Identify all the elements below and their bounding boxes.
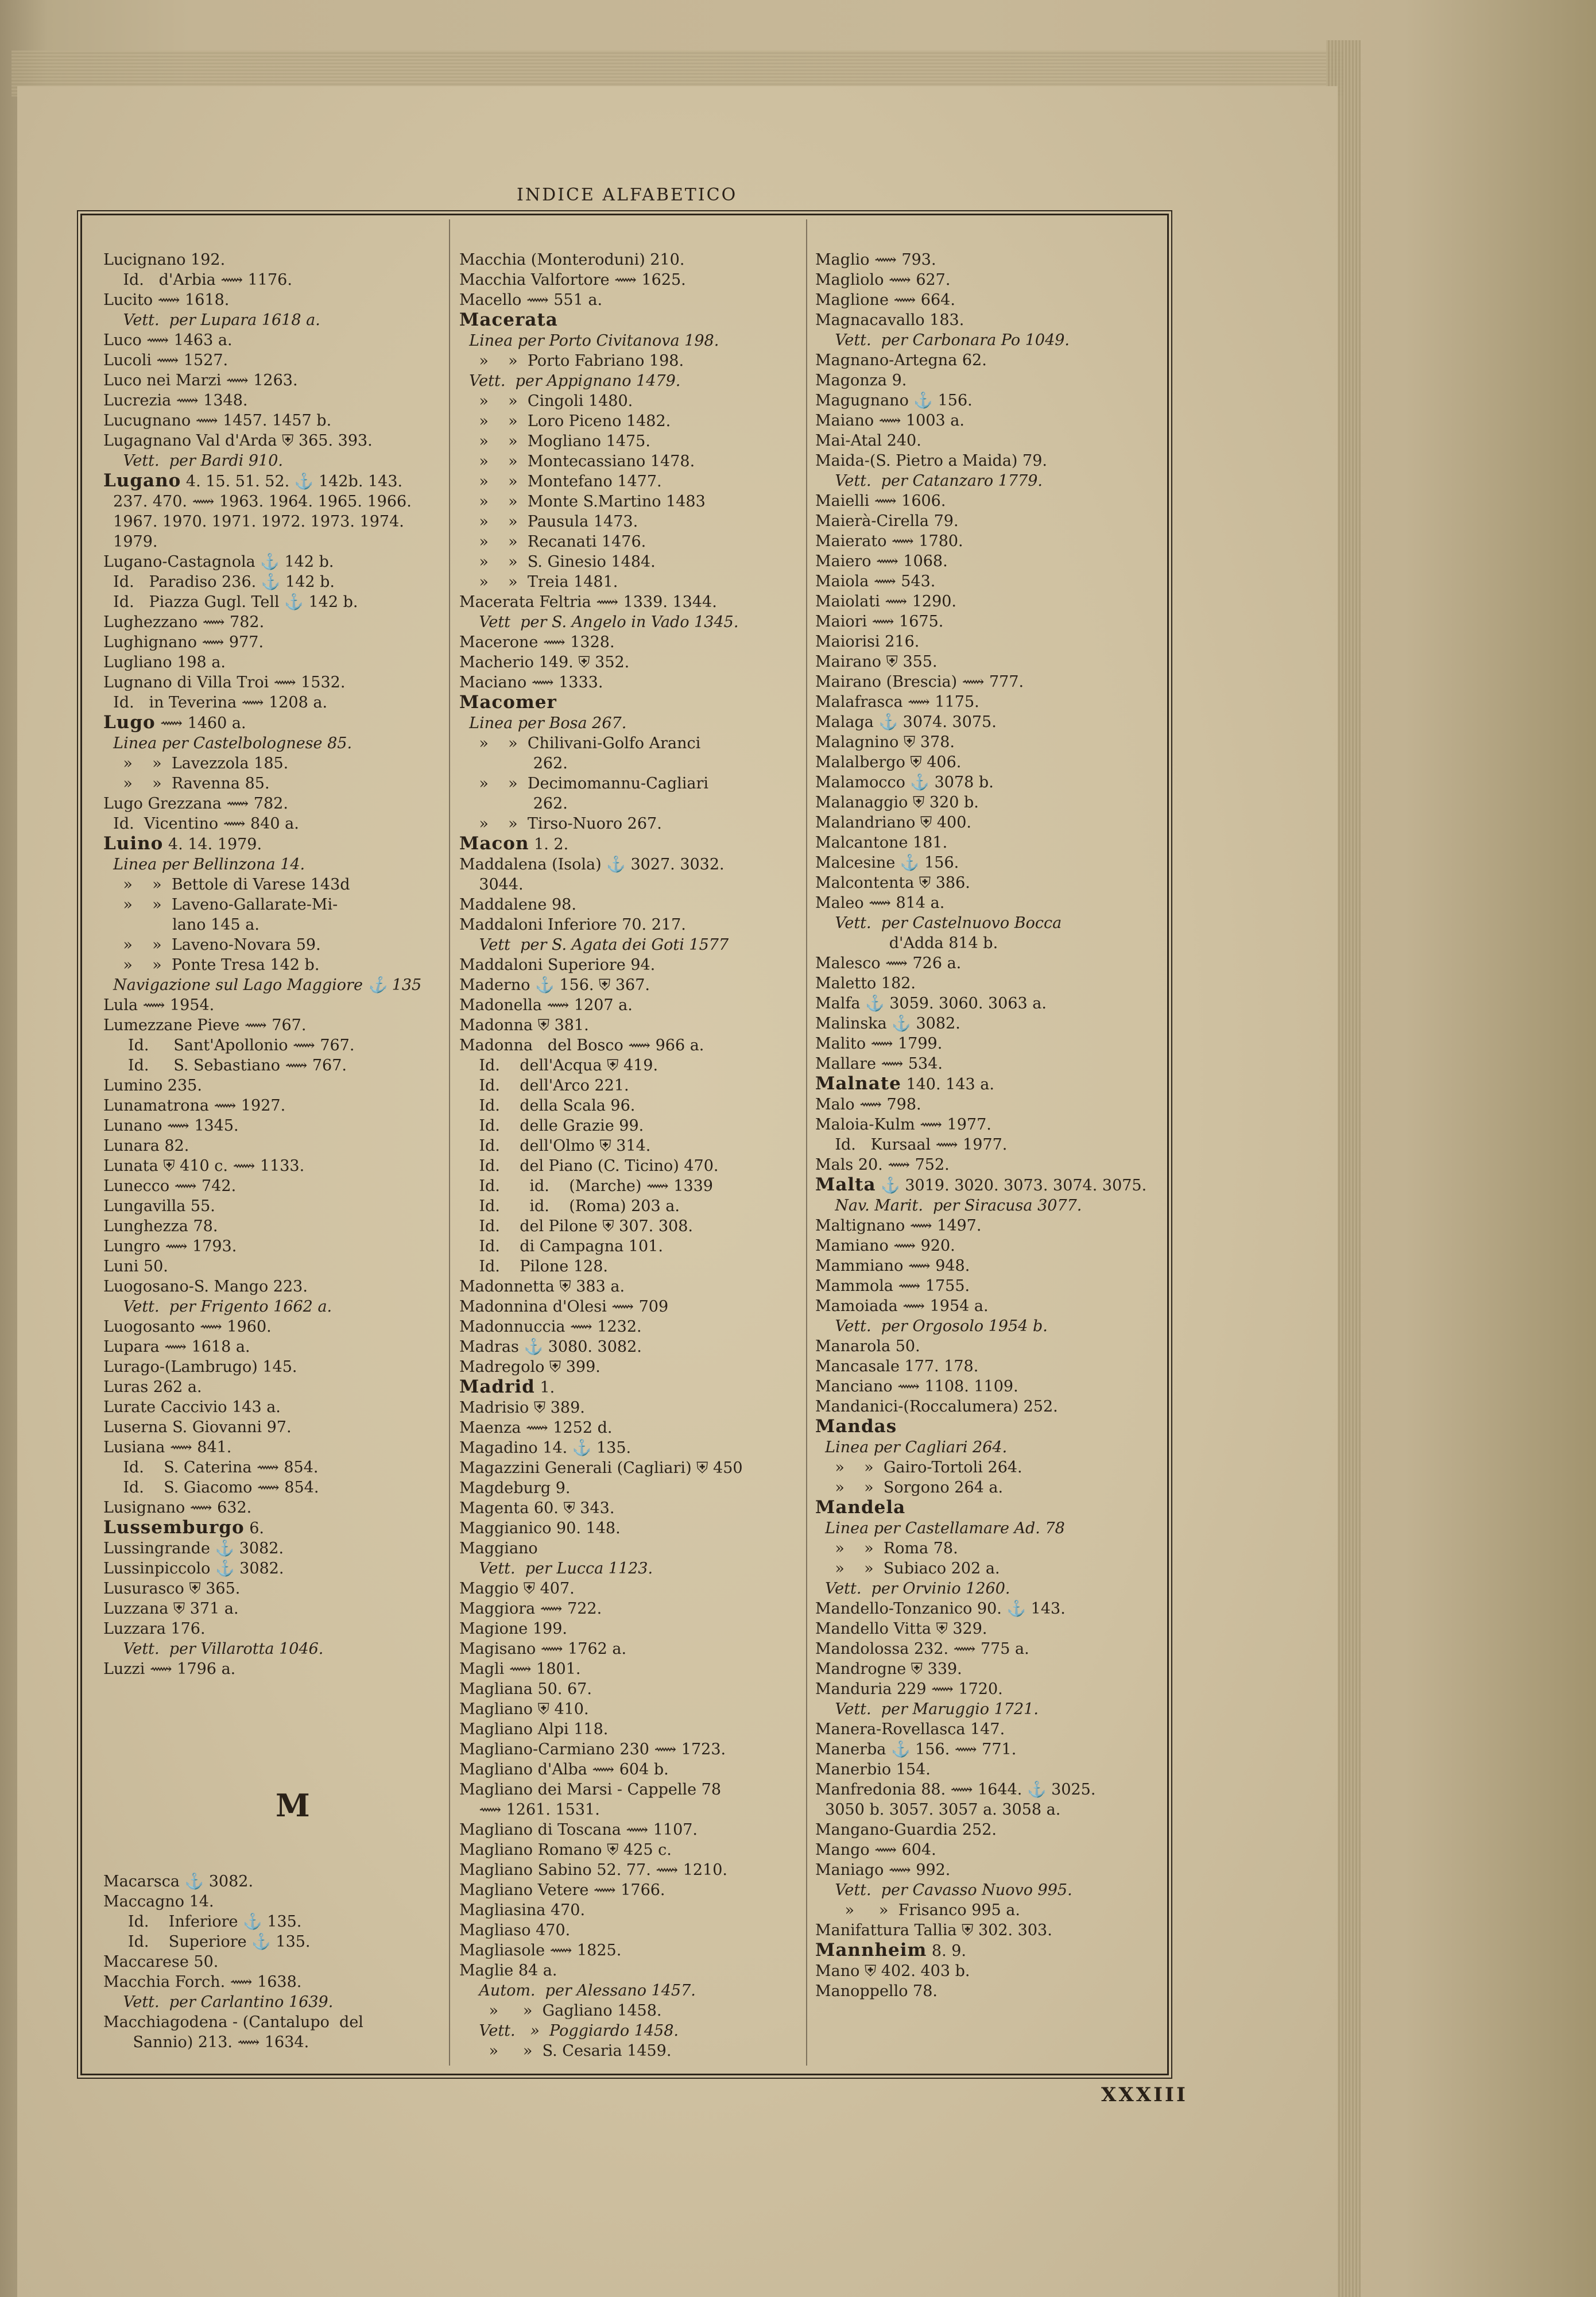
- index-entry: Id. dell'Arco 221.: [459, 1077, 629, 1095]
- index-entry: Malcantone 181.: [815, 834, 948, 852]
- index-entry: Lupara ⟿ 1618 a.: [103, 1338, 250, 1356]
- index-entry: Mallare ⟿ 534.: [815, 1055, 943, 1073]
- index-entry: Magugnano ⚓ 156.: [815, 392, 973, 409]
- index-entry: » » Sorgono 264 a.: [815, 1479, 1004, 1496]
- index-entry: Malo ⟿ 798.: [815, 1096, 921, 1113]
- index-entry: Magliano ⛨ 410.: [459, 1700, 589, 1718]
- index-entry: Magliano di Toscana ⟿ 1107.: [459, 1821, 698, 1839]
- index-entry: Lucoli ⟿ 1527.: [103, 351, 228, 369]
- index-entry: [103, 1699, 445, 1719]
- index-entry: Maleo ⟿ 814 a.: [815, 894, 945, 912]
- index-entry: Malafrasca ⟿ 1175.: [815, 693, 979, 711]
- index-entry: Vett. per Bardi 910.: [103, 452, 283, 470]
- index-entry: Manifattura Tallia ⛨ 302. 303.: [815, 1921, 1052, 1939]
- index-entry: Malamocco ⚓ 3078 b.: [815, 774, 994, 791]
- index-entry: Id. Kursaal ⟿ 1977.: [815, 1136, 1008, 1154]
- index-entry: » » Mogliano 1475.: [459, 432, 650, 450]
- index-entry: Madonnetta ⛨ 383 a.: [459, 1278, 625, 1296]
- index-entry: Id. della Scala 96.: [459, 1097, 636, 1115]
- index-entry: » » Chilivani-Golfo Aranci: [459, 734, 701, 752]
- index-entry: Macomer: [459, 692, 557, 713]
- index-entry: » » Decimomannu-Cagliari: [459, 775, 709, 792]
- index-entry: Magdeburg 9.: [459, 1479, 571, 1497]
- index-entry: Lughignano ⟿ 977.: [103, 633, 264, 651]
- index-entry: Lugo Grezzana ⟿ 782.: [103, 795, 288, 813]
- index-entry: » » S. Ginesio 1484.: [459, 553, 656, 571]
- index-entry: Lucugnano ⟿ 1457. 1457 b.: [103, 412, 332, 430]
- index-entry: Magliolo ⟿ 627.: [815, 271, 951, 289]
- index-entry: Lugliano 198 a.: [103, 653, 226, 671]
- index-entry: Magnacavallo 183.: [815, 311, 964, 329]
- index-entry: Manoppello 78.: [815, 1982, 938, 2000]
- index-entry: Linea per Castellamare Ad. 78: [815, 1519, 1065, 1537]
- index-entry: Lungavilla 55.: [103, 1197, 215, 1215]
- index-entry: Id. del Pilone ⛨ 307. 308.: [459, 1217, 693, 1235]
- index-entry: Lunara 82.: [103, 1137, 189, 1155]
- index-entry: ⟿ 1261. 1531.: [459, 1801, 600, 1819]
- index-entry: Id. S. Giacomo ⟿ 854.: [103, 1479, 319, 1496]
- index-column-3: [815, 250, 1165, 2001]
- index-entry: Mamiano ⟿ 920.: [815, 1237, 955, 1255]
- index-entry: 1967. 1970. 1971. 1972. 1973. 1974.: [103, 513, 404, 531]
- index-entry: Luco ⟿ 1463 a.: [103, 331, 233, 349]
- index-entry: [103, 1760, 445, 1780]
- index-entry: » » Subiaco 202 a.: [815, 1560, 1000, 1577]
- index-entry: Lussingrande ⚓ 3082.: [103, 1540, 284, 1557]
- index-entry: » » Loro Piceno 1482.: [459, 412, 671, 430]
- index-entry: Maglio ⟿ 793.: [815, 251, 936, 269]
- index-entry: Macerata Feltria ⟿ 1339. 1344.: [459, 593, 717, 611]
- index-entry: Id. Piazza Gugl. Tell ⚓ 142 b.: [103, 593, 358, 611]
- index-entry: Malcontenta ⛨ 386.: [815, 874, 970, 892]
- index-entry: Luzzana ⛨ 371 a.: [103, 1600, 239, 1618]
- index-entry: Linea per Cagliari 264.: [815, 1438, 1008, 1456]
- index-entry: Lucignano 192.: [103, 251, 226, 269]
- index-entry: Mannheim 8. 9.: [815, 1940, 967, 1960]
- index-entry: Macello ⟿ 551 a.: [459, 291, 603, 309]
- index-entry: Id. Vicentino ⟿ 840 a.: [103, 815, 299, 833]
- index-entry: Mammola ⟿ 1755.: [815, 1277, 970, 1295]
- index-entry: Magliano Alpi 118.: [459, 1720, 609, 1738]
- index-entry: Id. Paradiso 236. ⚓ 142 b.: [103, 573, 335, 591]
- index-entry: Magnano-Artegna 62.: [815, 351, 987, 369]
- index-entry: Manfredonia 88. ⟿ 1644. ⚓ 3025.: [815, 1781, 1096, 1799]
- index-entry: Vett. per Orgosolo 1954 b.: [815, 1317, 1048, 1335]
- index-entry: Malfa ⚓ 3059. 3060. 3063 a.: [815, 995, 1047, 1012]
- index-entry: Maggiano: [459, 1540, 538, 1557]
- index-entry: Lunamatrona ⟿ 1927.: [103, 1097, 286, 1115]
- index-entry: d'Adda 814 b.: [815, 934, 998, 952]
- index-entry: Mammiano ⟿ 948.: [815, 1257, 970, 1275]
- index-entry: Macchia (Monteroduni) 210.: [459, 251, 685, 269]
- index-entry: Magliano Vetere ⟿ 1766.: [459, 1881, 665, 1899]
- index-entry: » » Gairo-Tortoli 264.: [815, 1459, 1022, 1476]
- index-entry: Lusiana ⟿ 841.: [103, 1438, 232, 1456]
- index-entry: Navigazione sul Lago Maggiore ⚓ 135: [103, 976, 422, 994]
- index-entry: Id. d'Arbia ⟿ 1176.: [103, 271, 292, 289]
- index-entry: Madonnina d'Olesi ⟿ 709: [459, 1298, 669, 1316]
- index-entry: Malito ⟿ 1799.: [815, 1035, 943, 1053]
- index-entry: Mango ⟿ 604.: [815, 1841, 936, 1859]
- index-entry: Lughezzano ⟿ 782.: [103, 613, 265, 631]
- index-entry: » » Recanati 1476.: [459, 533, 646, 551]
- index-entry: Maletto 182.: [815, 975, 916, 992]
- index-entry: Lunghezza 78.: [103, 1217, 218, 1235]
- index-entry: Maniago ⟿ 992.: [815, 1861, 951, 1879]
- index-entry: Mals 20. ⟿ 752.: [815, 1156, 950, 1174]
- index-entry: Maggio ⛨ 407.: [459, 1580, 575, 1598]
- index-entry: Madrid 1.: [459, 1376, 555, 1397]
- index-entry: Lurate Caccivio 143 a.: [103, 1398, 281, 1416]
- index-entry: Maiero ⟿ 1068.: [815, 552, 948, 570]
- column-rule-1: [449, 219, 450, 2066]
- index-entry: » » Laveno-Gallarate-Mi-: [103, 896, 338, 914]
- index-entry: » » S. Cesaria 1459.: [459, 2042, 672, 2060]
- index-entry: Malcesine ⚓ 156.: [815, 854, 959, 872]
- index-entry: Mandela: [815, 1497, 906, 1518]
- index-entry: Luco nei Marzi ⟿ 1263.: [103, 372, 298, 389]
- index-entry: Luogosano-S. Mango 223.: [103, 1278, 308, 1296]
- index-entry: » » Porto Fabriano 198.: [459, 352, 684, 370]
- index-entry: Manerbio 154.: [815, 1761, 931, 1778]
- index-entry: Linea per Porto Civitanova 198.: [459, 332, 719, 350]
- index-entry: Madregolo ⛨ 399.: [459, 1358, 601, 1376]
- index-entry: Malnate 140. 143 a.: [815, 1073, 994, 1094]
- index-entry: » » Frisanco 995 a.: [815, 1901, 1020, 1919]
- index-entry: Malalbergo ⛨ 406.: [815, 753, 962, 771]
- index-entry: Manduria 229 ⟿ 1720.: [815, 1680, 1003, 1698]
- index-entry: Magazzini Generali (Cagliari) ⛨ 450: [459, 1459, 743, 1477]
- index-entry: Lusurasco ⛨ 365.: [103, 1580, 241, 1598]
- index-entry: Id. Pilone 128.: [459, 1258, 608, 1275]
- index-entry: Lusignano ⟿ 632.: [103, 1499, 252, 1517]
- index-entry: Vett. per Cavasso Nuovo 995.: [815, 1881, 1072, 1899]
- index-entry: Vett. per Carlantino 1639.: [103, 1993, 334, 2011]
- index-entry: Malandriano ⛨ 400.: [815, 814, 971, 832]
- index-entry: Maiano ⟿ 1003 a.: [815, 412, 964, 430]
- index-entry: Sannio) 213. ⟿ 1634.: [103, 2033, 309, 2051]
- index-entry: Mancasale 177. 178.: [815, 1358, 979, 1375]
- index-entry: 237. 470. ⟿ 1963. 1964. 1965. 1966.: [103, 493, 412, 511]
- index-entry: Mamoiada ⟿ 1954 a.: [815, 1297, 989, 1315]
- index-entry: » » Ravenna 85.: [103, 775, 270, 792]
- column-rule-2: [806, 219, 807, 2066]
- index-entry: Macerone ⟿ 1328.: [459, 633, 615, 651]
- index-entry: Mandello Vitta ⛨ 329.: [815, 1620, 987, 1638]
- index-entry: Id. dell'Acqua ⛨ 419.: [459, 1057, 658, 1074]
- index-entry: Madrisio ⛨ 389.: [459, 1399, 585, 1417]
- index-entry: Maggianico 90. 148.: [459, 1519, 621, 1537]
- index-entry: Id. di Campagna 101.: [459, 1238, 663, 1255]
- index-entry: Macchiagodena - (Cantalupo del: [103, 2013, 363, 2031]
- index-entry: Mandas: [815, 1416, 897, 1437]
- index-entry: Vett. per Appignano 1479.: [459, 372, 681, 390]
- index-entry: Maddaloni Superiore 94.: [459, 956, 656, 974]
- index-entry: Id. delle Grazie 99.: [459, 1117, 644, 1135]
- index-entry: Manera-Rovellasca 147.: [815, 1720, 1005, 1738]
- index-entry: Maloia-Kulm ⟿ 1977.: [815, 1116, 991, 1134]
- index-entry: Luogosanto ⟿ 1960.: [103, 1318, 272, 1336]
- index-entry: [103, 1719, 445, 1739]
- index-entry: » » Roma 78.: [815, 1540, 958, 1557]
- index-entry: Linea per Castelbolognese 85.: [103, 734, 352, 752]
- index-column-2: [459, 250, 804, 2061]
- index-entry: Magisano ⟿ 1762 a.: [459, 1640, 627, 1658]
- index-entry: Macherio 149. ⛨ 352.: [459, 653, 630, 671]
- index-entry: Magione 199.: [459, 1620, 567, 1638]
- index-entry: Lussemburgo 6.: [103, 1517, 265, 1538]
- index-entry: Luino 4. 14. 1979.: [103, 833, 262, 854]
- index-entry: Mairano ⛨ 355.: [815, 653, 938, 671]
- index-entry: Mangano-Guardia 252.: [815, 1821, 997, 1839]
- index-entry: 3044.: [459, 876, 524, 894]
- index-entry: Manciano ⟿ 1108. 1109.: [815, 1378, 1018, 1395]
- index-entry: » » Monte S.Martino 1483: [459, 493, 706, 511]
- index-entry: Magliano Romano ⛨ 425 c.: [459, 1841, 672, 1859]
- index-entry: Maiori ⟿ 1675.: [815, 613, 944, 631]
- index-entry: Maielli ⟿ 1606.: [815, 492, 946, 510]
- index-entry: Id. dell'Olmo ⛨ 314.: [459, 1137, 651, 1155]
- index-entry: Lucito ⟿ 1618.: [103, 291, 230, 309]
- index-entry: Lunecco ⟿ 742.: [103, 1177, 237, 1195]
- index-entry: » » Laveno-Novara 59.: [103, 936, 321, 954]
- index-entry: Luras 262 a.: [103, 1378, 202, 1396]
- index-entry: Maida-(S. Pietro a Maida) 79.: [815, 452, 1047, 470]
- index-entry: Vett per S. Agata dei Goti 1577: [459, 936, 729, 954]
- index-entry: » » Ponte Tresa 142 b.: [103, 956, 320, 974]
- index-entry: Lugo ⟿ 1460 a.: [103, 712, 246, 733]
- index-entry: Vett. per Villarotta 1046.: [103, 1640, 324, 1658]
- index-entry: » » Montecassiano 1478.: [459, 453, 695, 470]
- index-entry: Luni 50.: [103, 1258, 168, 1275]
- index-entry: Lugnano di Villa Troi ⟿ 1532.: [103, 674, 346, 691]
- index-entry: Maderno ⚓ 156. ⛨ 367.: [459, 976, 650, 994]
- index-entry: » » Tirso-Nuoro 267.: [459, 815, 662, 833]
- index-entry: Maccarese 50.: [103, 1953, 219, 1971]
- index-entry: Maierato ⟿ 1780.: [815, 532, 963, 550]
- index-entry: 262.: [459, 795, 568, 813]
- index-entry: Maiorisi 216.: [815, 633, 920, 651]
- page-number: XXXIII: [1101, 2083, 1188, 2106]
- index-entry: Lunano ⟿ 1345.: [103, 1117, 239, 1135]
- index-entry: Magadino 14. ⚓ 135.: [459, 1439, 632, 1457]
- index-entry: Magliano-Carmiano 230 ⟿ 1723.: [459, 1741, 726, 1758]
- index-entry: Madras ⚓ 3080. 3082.: [459, 1338, 642, 1356]
- index-entry: 1979.: [103, 533, 158, 551]
- index-entry: Mandanici-(Roccalumera) 252.: [815, 1398, 1058, 1416]
- index-entry: Maddalene 98.: [459, 896, 576, 914]
- section-letter: M: [276, 1787, 310, 1824]
- index-entry: Id. Inferiore ⚓ 135.: [103, 1913, 302, 1931]
- index-entry: Magliaso 470.: [459, 1921, 571, 1939]
- index-column-1: [103, 250, 445, 2052]
- index-entry: Id. in Teverina ⟿ 1208 a.: [103, 694, 328, 711]
- index-entry: Maddalena (Isola) ⚓ 3027. 3032.: [459, 856, 725, 873]
- index-entry: » » Lavezzola 185.: [103, 755, 289, 772]
- index-entry: 3050 b. 3057. 3057 a. 3058 a.: [815, 1801, 1061, 1819]
- index-entry: Linea per Bosa 267.: [459, 714, 627, 732]
- index-entry: Magliasina 470.: [459, 1901, 586, 1919]
- index-entry: Lula ⟿ 1954.: [103, 996, 215, 1014]
- index-entry: [103, 1739, 445, 1760]
- index-entry: » » Pausula 1473.: [459, 513, 638, 531]
- index-entry: Id. Sant'Apollonio ⟿ 767.: [103, 1037, 355, 1054]
- index-entry: Vett. per Lucca 1123.: [459, 1560, 653, 1577]
- index-entry: Luzzi ⟿ 1796 a.: [103, 1660, 236, 1678]
- index-entry: Magenta 60. ⛨ 343.: [459, 1499, 615, 1517]
- index-entry: Madonna ⛨ 381.: [459, 1016, 589, 1034]
- index-entry: Lugano-Castagnola ⚓ 142 b.: [103, 553, 334, 571]
- index-entry: Id. id. (Roma) 203 a.: [459, 1197, 680, 1215]
- index-entry: Maltignano ⟿ 1497.: [815, 1217, 982, 1235]
- index-entry: Mano ⛨ 402. 403 b.: [815, 1962, 970, 1980]
- index-entry: Id. S. Caterina ⟿ 854.: [103, 1459, 319, 1476]
- index-entry: Macarsca ⚓ 3082.: [103, 1873, 254, 1890]
- index-entry: Linea per Bellinzona 14.: [103, 856, 305, 873]
- index-entry: Malta ⚓ 3019. 3020. 3073. 3074. 3075.: [815, 1174, 1147, 1195]
- index-entry: Lungro ⟿ 1793.: [103, 1238, 237, 1255]
- index-entry: » » Treia 1481.: [459, 573, 618, 591]
- index-entry: Mandrogne ⛨ 339.: [815, 1660, 962, 1678]
- index-entry: Maierà-Cirella 79.: [815, 512, 959, 530]
- index-entry: Maiola ⟿ 543.: [815, 573, 936, 590]
- index-entry: » » Gagliano 1458.: [459, 2002, 662, 2020]
- page-header: INDICE ALFABETICO: [517, 185, 738, 205]
- index-entry: [103, 1679, 445, 1699]
- index-entry: » » Cingoli 1480.: [459, 392, 633, 410]
- index-entry: Id. S. Sebastiano ⟿ 767.: [103, 1057, 347, 1074]
- index-entry: Magliano dei Marsi - Cappelle 78: [459, 1781, 722, 1799]
- index-entry: Magliano Sabino 52. 77. ⟿ 1210.: [459, 1861, 727, 1879]
- index-entry: Luserna S. Giovanni 97.: [103, 1418, 292, 1436]
- index-entry: Maddaloni Inferiore 70. 217.: [459, 916, 686, 934]
- index-entry: Magonza 9.: [815, 372, 907, 389]
- index-entry: Vett. per Carbonara Po 1049.: [815, 331, 1070, 349]
- index-entry: [103, 1851, 445, 1871]
- index-entry: Macerata: [459, 310, 558, 330]
- index-entry: Lussinpiccolo ⚓ 3082.: [103, 1560, 284, 1577]
- index-entry: Manarola 50.: [815, 1337, 920, 1355]
- index-entry: Macchia Forch. ⟿ 1638.: [103, 1973, 302, 1991]
- index-entry: Lumino 235.: [103, 1077, 202, 1095]
- index-entry: Lumezzane Pieve ⟿ 767.: [103, 1016, 307, 1034]
- index-entry: Vett. per Lupara 1618 a.: [103, 311, 320, 329]
- index-entry: Macchia Valfortore ⟿ 1625.: [459, 271, 686, 289]
- index-entry: Madonnuccia ⟿ 1232.: [459, 1318, 642, 1336]
- index-entry: Lugagnano Val d'Arda ⛨ 365. 393.: [103, 432, 373, 450]
- index-entry: Autom. per Alessano 1457.: [459, 1982, 696, 2000]
- index-entry: Id. Superiore ⚓ 135.: [103, 1933, 311, 1951]
- index-entry: Vett. per Catanzaro 1779.: [815, 472, 1043, 490]
- index-entry: Malesco ⟿ 726 a.: [815, 954, 962, 972]
- index-entry: Vett. » Poggiardo 1458.: [459, 2022, 679, 2040]
- index-entry: Maciano ⟿ 1333.: [459, 674, 603, 691]
- index-entry: Mairano (Brescia) ⟿ 777.: [815, 673, 1024, 691]
- index-entry: Magliasole ⟿ 1825.: [459, 1942, 622, 1959]
- index-entry: [103, 1831, 445, 1851]
- index-entry: Vett. per Frigento 1662 a.: [103, 1298, 332, 1316]
- index-entry: Manerba ⚓ 156. ⟿ 771.: [815, 1741, 1017, 1758]
- index-entry: Mai-Atal 240.: [815, 432, 921, 450]
- index-entry: Id. del Piano (C. Ticino) 470.: [459, 1157, 719, 1175]
- index-entry: Magliano d'Alba ⟿ 604 b.: [459, 1761, 669, 1778]
- index-entry: Lunata ⛨ 410 c. ⟿ 1133.: [103, 1157, 305, 1175]
- index-entry: Magliana 50. 67.: [459, 1680, 592, 1698]
- index-entry: Nav. Marit. per Siracusa 3077.: [815, 1197, 1082, 1215]
- index-entry: 262.: [459, 755, 568, 772]
- index-entry: lano 145 a.: [103, 916, 259, 934]
- index-entry: Maiolati ⟿ 1290.: [815, 593, 957, 610]
- index-entry: » » Bettole di Varese 143d: [103, 876, 350, 894]
- index-entry: Maenza ⟿ 1252 d.: [459, 1419, 613, 1437]
- index-entry: Maglione ⟿ 664.: [815, 291, 955, 309]
- index-entry: Lurago-(Lambrugo) 145.: [103, 1358, 297, 1376]
- index-entry: Vett per S. Angelo in Vado 1345.: [459, 613, 739, 631]
- index-entry: » » Montefano 1477.: [459, 473, 662, 490]
- index-entry: Malinska ⚓ 3082.: [815, 1015, 960, 1033]
- index-entry: Luzzara 176.: [103, 1620, 206, 1638]
- index-entry: Mandello-Tonzanico 90. ⚓ 143.: [815, 1600, 1066, 1618]
- index-entry: Maggiora ⟿ 722.: [459, 1600, 602, 1618]
- index-entry: Maccagno 14.: [103, 1893, 214, 1911]
- index-entry: Madonella ⟿ 1207 a.: [459, 996, 633, 1014]
- index-entry: Vett. per Maruggio 1721.: [815, 1700, 1039, 1718]
- index-entry: Lugano 4. 15. 51. 52. ⚓ 142b. 143.: [103, 470, 403, 491]
- index-entry: Malaga ⚓ 3074. 3075.: [815, 713, 997, 731]
- index-entry: Id. id. (Marche) ⟿ 1339: [459, 1177, 713, 1195]
- index-entry: Vett. per Orvinio 1260.: [815, 1580, 1010, 1598]
- index-entry: Mandolossa 232. ⟿ 775 a.: [815, 1640, 1029, 1658]
- index-entry: Maglie 84 a.: [459, 1962, 557, 1979]
- index-entry: Magli ⟿ 1801.: [459, 1660, 581, 1678]
- index-entry: Vett. per Castelnuovo Bocca: [815, 914, 1062, 932]
- index-entry: Malanaggio ⛨ 320 b.: [815, 794, 979, 811]
- index-entry: Malagnino ⛨ 378.: [815, 733, 955, 751]
- index-entry: Lucrezia ⟿ 1348.: [103, 392, 248, 409]
- index-entry: Madonna del Bosco ⟿ 966 a.: [459, 1037, 704, 1054]
- index-entry: Macon 1. 2.: [459, 833, 569, 854]
